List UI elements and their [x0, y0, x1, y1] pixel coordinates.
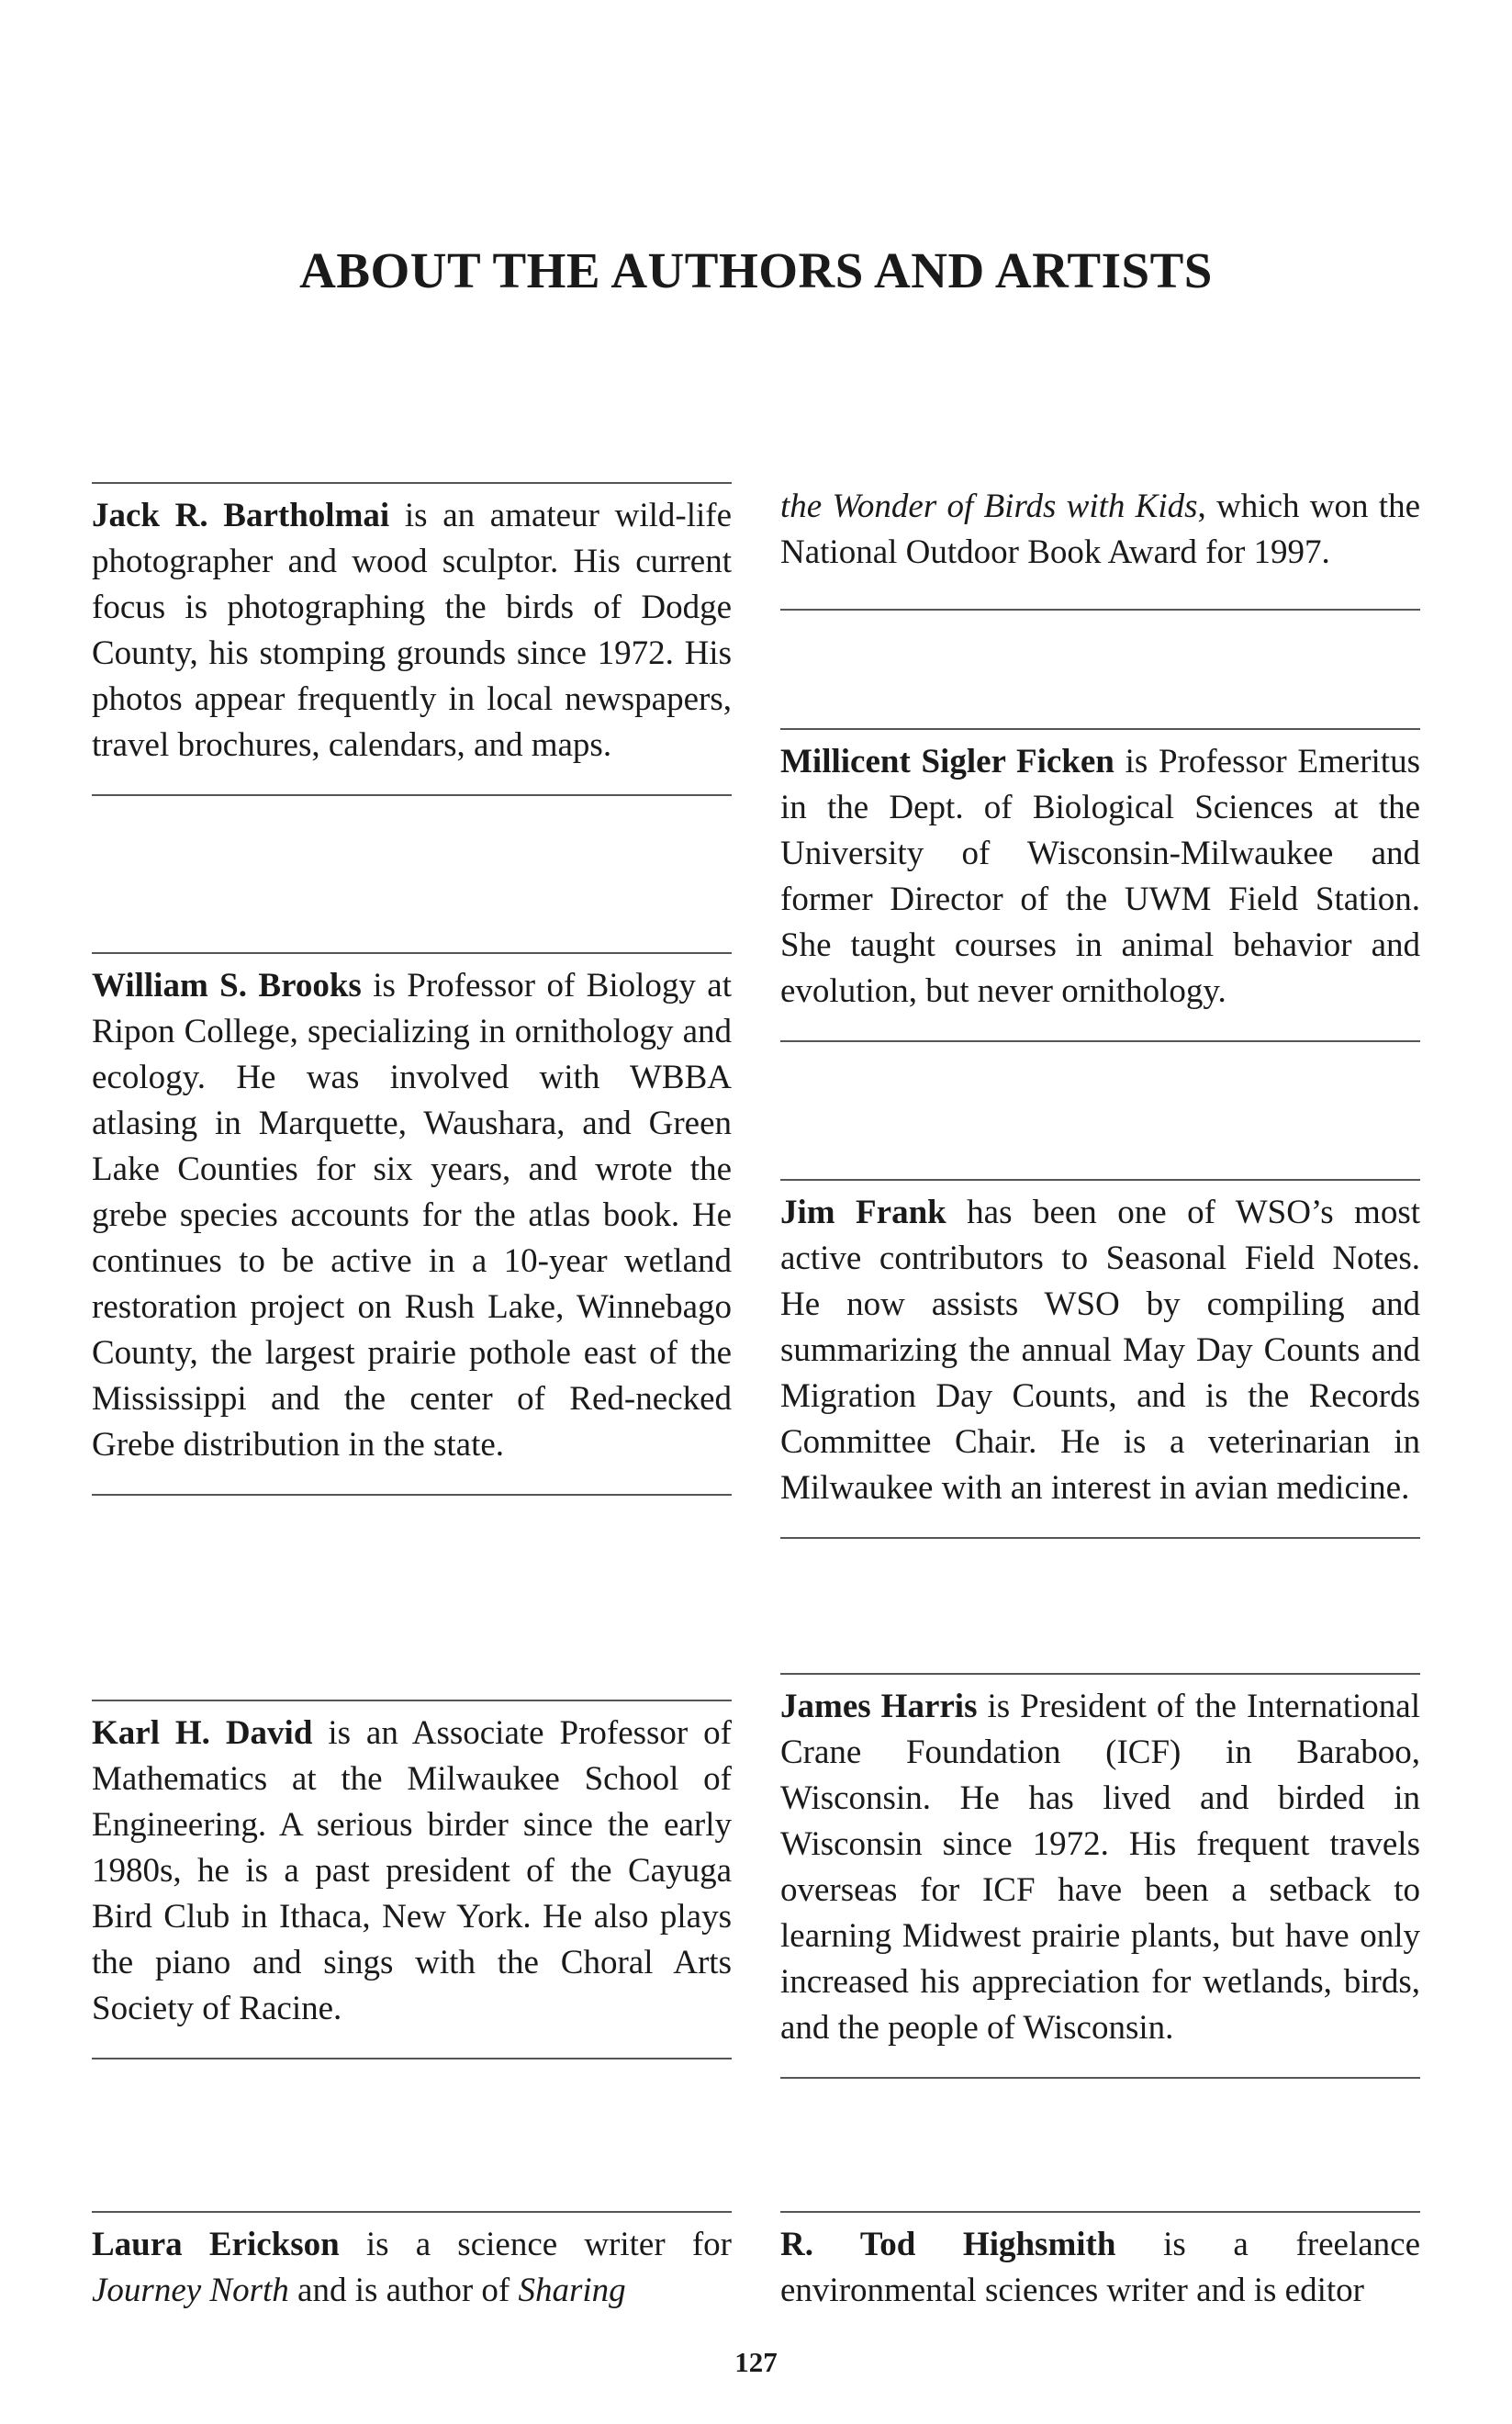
- bio-text: [92, 963, 732, 1468]
- bio-text: [92, 1711, 732, 2032]
- bio-body: is a science writer for: [339, 2226, 732, 2263]
- bio-body: is a freelance environmental sciences writer and is editor: [780, 2226, 1420, 2309]
- bio-text: [780, 739, 1420, 1015]
- author-name: Karl H. David: [92, 1714, 313, 1752]
- author-name: R. Tod Highsmith: [780, 2226, 1116, 2263]
- bio-text: [780, 1684, 1420, 2051]
- author-name: Jack R. Bartholmai: [92, 497, 390, 534]
- bio-body: , which won the National Outdoor Book Award for 1997.: [780, 488, 1420, 571]
- book-title: the Wonder of Birds with Kids: [780, 488, 1198, 525]
- author-name: Millicent Sigler Ficken: [780, 743, 1114, 780]
- divider-rule: [92, 2058, 732, 2059]
- page-title: ABOUT THE AUTHORS AND ARTISTS: [299, 242, 1213, 298]
- divider-rule: [780, 1537, 1420, 1539]
- bio-text: [92, 2222, 732, 2314]
- bio-frank: [780, 1179, 1420, 1539]
- bio-brooks: [92, 952, 732, 1496]
- divider-rule: [92, 1494, 732, 1496]
- divider-rule: [780, 1040, 1420, 1042]
- divider-rule: [92, 482, 732, 484]
- bio-text: [780, 484, 1420, 576]
- author-name: James Harris: [780, 1688, 978, 1725]
- bio-body: has been one of WSO’s most active contributors to Seasonal Field Notes. He now assists WSO by compiling and summarizing the annual May Day Counts and Migration Day Counts, and is the Records Committee Chair. He is a veterinarian in Milwaukee with an interest in avian medicine.: [780, 1194, 1420, 1507]
- bio-body: is Professor Emeritus in the Dept. of Biological Sciences at the University of Wisconsin-Milwaukee and former Director of the UWM Field Station. She taught courses in animal behavior and evolution, but never ornithology.: [780, 743, 1420, 1010]
- bio-highsmith: [780, 2211, 1420, 2314]
- divider-rule: [780, 2211, 1420, 2213]
- bio-erickson-continued: [780, 484, 1420, 611]
- bio-erickson: [92, 2211, 732, 2314]
- divider-rule: [780, 609, 1420, 611]
- bio-body: and is author of: [288, 2272, 519, 2309]
- journal-title: Journey North: [92, 2272, 289, 2309]
- bio-david: [92, 1700, 732, 2059]
- bio-text: [780, 1190, 1420, 1511]
- bio-body: is an Associate Professor of Mathematics at the Milwaukee School of Engineering. A serious birder since the early 1980s, he is a past president of the Cayuga Bird Club in Ithaca, New York. He also plays the piano and sings with the Choral Arts Society of Racine.: [92, 1714, 732, 2027]
- author-name: Jim Frank: [780, 1194, 946, 1231]
- bio-text: [92, 493, 732, 769]
- divider-rule: [92, 794, 732, 796]
- book-title: Sharing: [518, 2272, 626, 2309]
- bio-bartholmai: [92, 482, 732, 796]
- bio-body: is Professor of Biology at Ripon College, specializing in ornithology and ecology. He was involved with WBBA atlasing in Marquette, Waushara, and Green Lake Counties for six years, and wrote the grebe species accounts for the atlas book. He continues to be active in a 10-year wetland restoration project on Rush Lake, Winnebago County, the largest prairie pothole east of the Mississippi and the center of Red-necked Grebe distribution in the state.: [92, 967, 733, 1464]
- bio-ficken: [780, 728, 1420, 1042]
- author-name: Laura Erickson: [92, 2226, 340, 2263]
- page-number: 127: [734, 2346, 778, 2378]
- divider-rule: [780, 2077, 1420, 2079]
- bio-body: is President of the International Crane Foundation (ICF) in Baraboo, Wisconsin. He has lived and birded in Wisconsin since 1972. His frequent travels overseas for ICF have been a setback to learning Midwest prairie plants, but have only increased his appreciation for wetlands, birds, and the people of Wisconsin.: [780, 1688, 1420, 2047]
- divider-rule: [92, 2211, 732, 2213]
- bio-harris: [780, 1673, 1420, 2079]
- divider-rule: [780, 1179, 1420, 1181]
- divider-rule: [92, 1700, 732, 1701]
- divider-rule: [780, 1673, 1420, 1675]
- divider-rule: [92, 952, 732, 954]
- author-name: William S. Brooks: [92, 967, 362, 1004]
- bio-text: [780, 2222, 1420, 2314]
- divider-rule: [780, 728, 1420, 730]
- bio-body: is an amateur wild-life photographer and wood sculptor. His current focus is photographing the birds of Dodge County, his stomping grounds since 1972. His photos appear frequently in local newspapers, travel brochures, calendars, and maps.: [92, 497, 732, 764]
